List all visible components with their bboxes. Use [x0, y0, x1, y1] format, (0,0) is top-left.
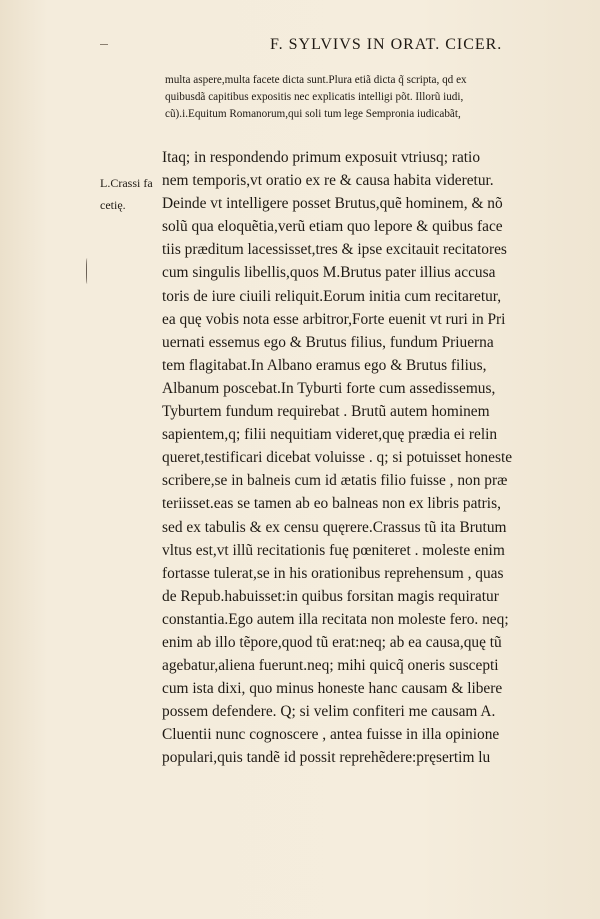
- text-line: Albanum poscebat.In Tyburti forte cum assedissemus,: [162, 379, 496, 397]
- text-line: cum ista dixi, quo minus honeste hanc causam & libere: [162, 680, 503, 698]
- text-line: Deinde vt intelligere posset Brutus,quẽ hominem, & nõ: [162, 195, 503, 213]
- text-line: constantia.Ego autem illa recitata non moleste fero. neq;: [162, 610, 509, 628]
- text-line: populari,quis tandẽ id possit reprehẽdere:pręsertim lu: [162, 749, 491, 767]
- margin-bracket-mark: [86, 258, 89, 284]
- text-line: de Repub.habuisset:in quibus forsitan magis requiratur: [162, 587, 499, 605]
- text-line: tiis præditum lacessisset,tres & ipse excitauit recitatores: [162, 241, 507, 259]
- text-line: cum singulis libellis,quos M.Brutus pater illius accusa: [162, 264, 496, 282]
- commentary-line: cũ).i.Equitum Romanorum,qui soli tum lege Sempronia iudicabãt,: [165, 108, 461, 120]
- margin-note: L.Crassi fa: [100, 176, 153, 190]
- text-line: Tyburtem fundum requirebat . Brutũ autem hominem: [162, 403, 490, 421]
- commentary-line: quibusdã capitibus expositis nec explicatis intelligi põt. Illorũ iudi,: [165, 91, 464, 103]
- text-line: ea quę vobis notа esse arbitror,Forte euenit vt ruri in Pri: [162, 310, 506, 328]
- text-line: vltus est,vt illũ recitationis fuę pœniteret . moleste enim: [162, 541, 505, 559]
- text-line: scribere,se in balneis cum id ætatis filio fuisse , non præ: [162, 472, 508, 490]
- text-line: Cluentii nunc cognoscere , antea fuisse in illa opinione: [162, 726, 500, 744]
- text-line: teriisset.eas se tamen ab eo balneas non ex libris patris,: [162, 495, 501, 513]
- margin-notes: [100, 172, 153, 216]
- text-line: Itaq; in respondendo primum exposuit vtriusq; ratio: [162, 149, 481, 166]
- text-line: agebatur,aliena fuerunt.neq; mihi quicq̃ oneris suscepti: [162, 657, 499, 675]
- text-line: enim ab illo tẽpore,quod tũ erat:neq; ab ea causa,quę tũ: [162, 633, 502, 651]
- page-corner-mark: [100, 44, 108, 45]
- text-line: sed ex tabulis & ex censu quęrere.Crassus tũ ita Brutum: [162, 518, 507, 536]
- text-line: nem temporis,vt oratio ex re & causa habita videretur.: [162, 172, 494, 190]
- text-line: uernati essemus ego & Brutus filius, fundum Priuerna: [162, 333, 494, 351]
- running-header: F. SYLVIVS IN ORAT. CICER.: [270, 36, 503, 53]
- text-line: fortasse tulerat,se in his orationibus reprehensum , quas: [162, 564, 504, 582]
- text-line: sapientem,q; filii nequitiam videret,quę prædia ei relin: [162, 426, 498, 444]
- margin-note: cetię.: [100, 198, 126, 212]
- text-line: toris de iure ciuili reliquit.Eorum initia cum recitaretur,: [162, 287, 502, 305]
- text-line: queret,testificari dicebat voluisse . q; si potuisset honeste: [162, 449, 513, 467]
- text-line: solũ qua eloquẽtia,verũ etiam quo lepore & quibus face: [162, 218, 503, 236]
- main-text-block: [162, 146, 594, 770]
- commentary-line: multa aspere,multa facete dicta sunt.Plura etiã dicta q̃ scripta, qd ex: [165, 74, 467, 86]
- text-line: tem flagitabat.In Albano eramus ego & Brutus filius,: [162, 356, 487, 374]
- text-line: possem defendere. Q; si velim confiteri me causam A.: [162, 703, 496, 721]
- commentary-block: [165, 72, 595, 123]
